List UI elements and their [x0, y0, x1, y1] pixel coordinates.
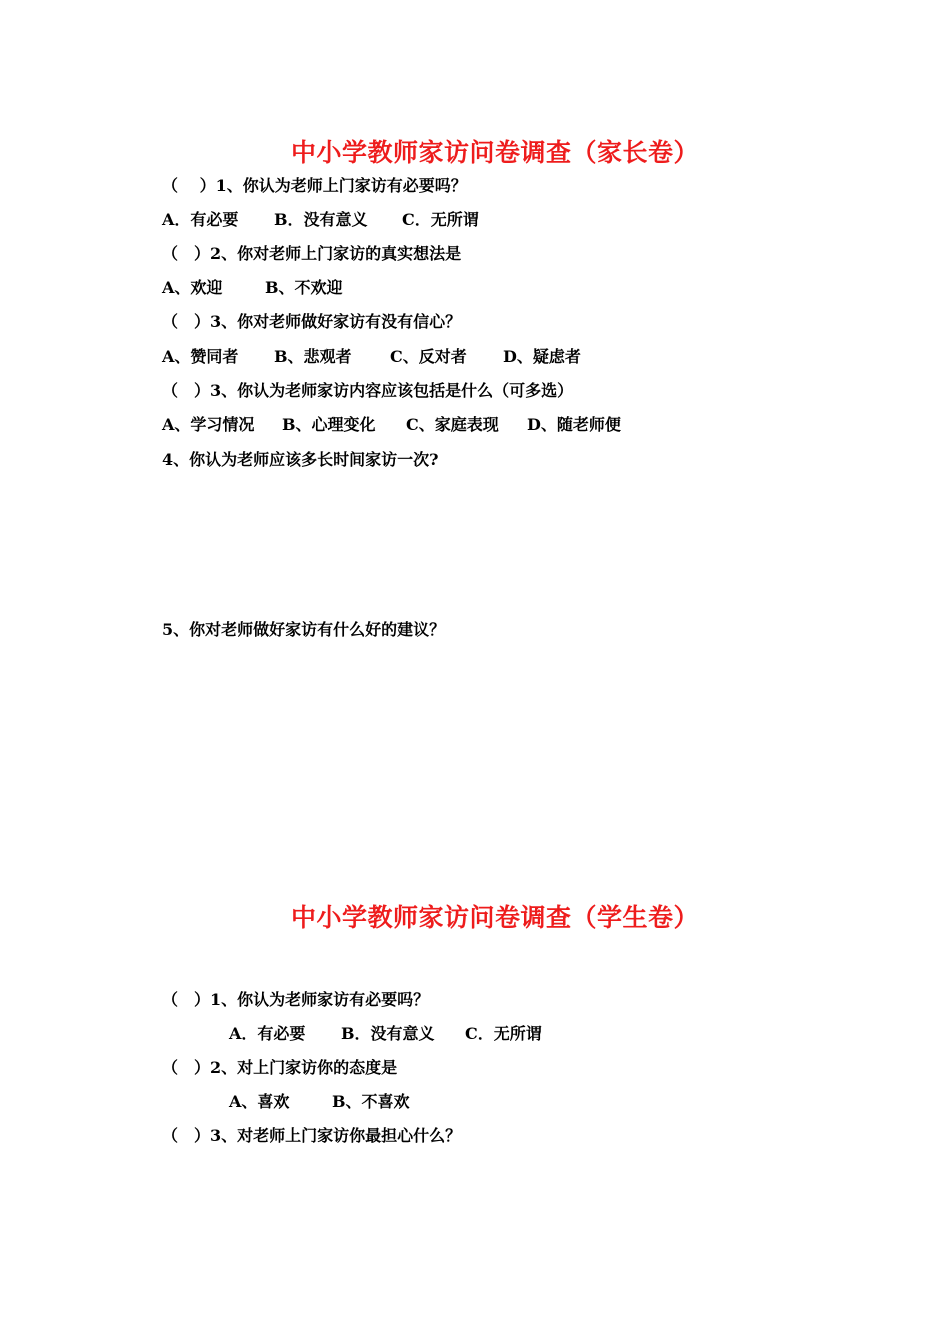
parent-q3b-text: （ ）3、你认为老师家访内容应该包括是什么（可多选）: [162, 381, 574, 400]
parent-q1-option-a: A．有必要: [162, 210, 239, 229]
parent-survey-title: 中小学教师家访问卷调查（家长卷）: [290, 138, 699, 167]
parent-q3-options: [162, 347, 581, 367]
student-q1-options: [229, 1024, 542, 1044]
parent-q3b-option-b: B、心理变化: [282, 415, 376, 434]
parent-q5-text: 5、你对老师做好家访有什么好的建议？: [162, 620, 446, 639]
parent-q3b-option-d: D、随老师便: [527, 415, 621, 434]
parent-q4-text: 4、你认为老师应该多长时间家访一次?: [162, 450, 439, 469]
parent-q2-text: （ ）2、你对老师上门家访的真实想法是: [162, 244, 462, 263]
student-q1-option-b: B．没有意义: [341, 1024, 435, 1043]
parent-q3-text: （ ）3、你对老师做好家访有没有信心？: [162, 312, 462, 331]
parent-q3b-options: [162, 415, 621, 435]
parent-q2-option-b: B、不欢迎: [265, 278, 343, 297]
student-q2-text: （ ）2、对上门家访你的态度是: [162, 1058, 398, 1077]
student-survey-title: 中小学教师家访问卷调查（学生卷）: [290, 903, 699, 932]
parent-q3-option-a: A、赞同者: [162, 347, 239, 366]
parent-q3-option-d: D、疑虑者: [503, 347, 581, 366]
parent-q2-options: [162, 278, 343, 298]
student-q2-option-b: B、不喜欢: [332, 1092, 410, 1111]
student-q2-options: [229, 1092, 410, 1112]
student-q2-option-a: A、喜欢: [229, 1092, 290, 1111]
parent-q1-text: （ ）1、你认为老师上门家访有必要吗？: [162, 176, 467, 195]
student-q1-option-c: C．无所谓: [465, 1024, 542, 1043]
student-q1-text: （ ）1、你认为老师家访有必要吗？: [162, 990, 430, 1009]
parent-q2-option-a: A、欢迎: [162, 278, 223, 297]
parent-q3-option-c: C、反对者: [390, 347, 467, 366]
parent-q3-option-b: B、悲观者: [274, 347, 352, 366]
parent-q3b-option-c: C、家庭表现: [406, 415, 499, 434]
parent-q3b-option-a: A、学习情况: [162, 415, 255, 434]
parent-q1-options: [162, 210, 479, 230]
student-q1-option-a: A．有必要: [229, 1024, 306, 1043]
parent-q1-option-b: B．没有意义: [274, 210, 368, 229]
parent-q1-option-c: C．无所谓: [402, 210, 479, 229]
student-q3-text: （ ）3、对老师上门家访你最担心什么？: [162, 1126, 462, 1145]
